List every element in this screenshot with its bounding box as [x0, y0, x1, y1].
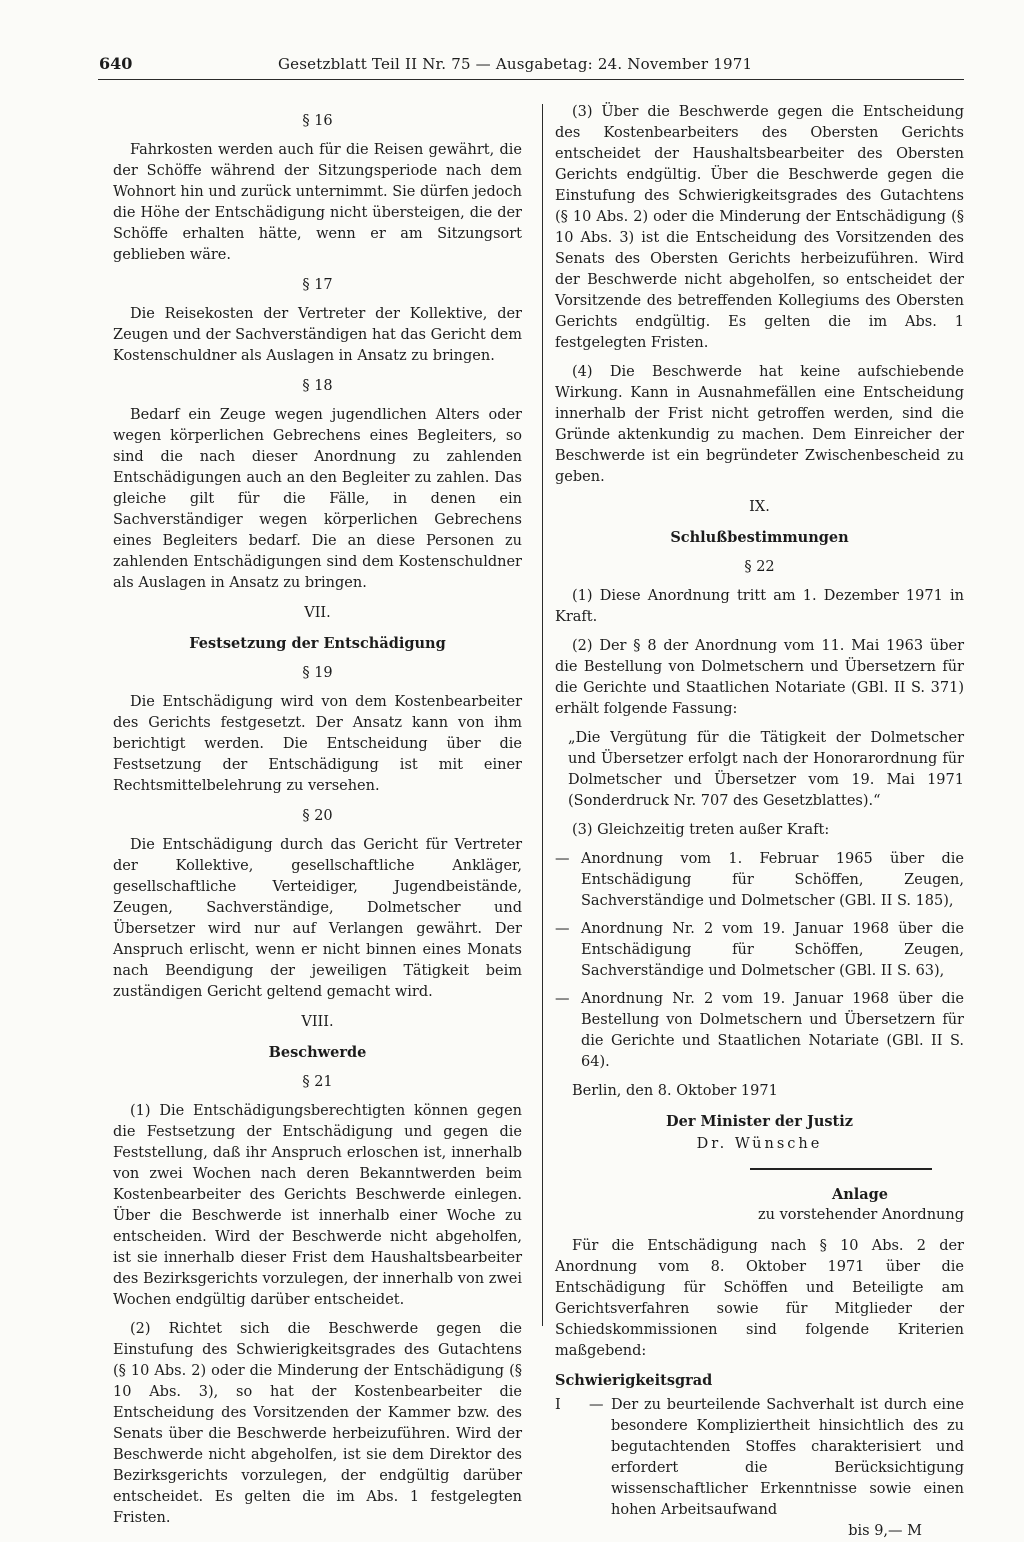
section-19-heading: § 19 — [302, 665, 333, 681]
section-21-paragraph-1: (1) Die Entschädigungsberechtigten können gegen die Festsetzung der Entschädigung und gegen die Feststellung, daß ihr Anspruch erloschen ist, innerhalb von zwei Wochen nach deren Bekanntwerden beim Kostenbearbeiter des Gerichts Beschwerde einlegen. Über die Beschwerde ist innerhalb einer Woche zu entscheiden. Wird der Beschwerde nicht abgeholfen, ist sie innerhalb dieser Frist dem Haushaltsbearbeiter des Bezirksgerichts vorzulegen, der innerhalb von zwei Wochen endgültig darüber entscheidet. — [113, 1103, 522, 1308]
section-16-heading: § 16 — [302, 113, 333, 129]
annex-subtitle: zu vorstehender Anordnung — [757, 1207, 964, 1223]
section-22-paragraph-2: (2) Der § 8 der Anordnung vom 11. Mai 1963 über die Bestellung von Dolmetschern und Übersetzern für die Gerichte und Staatlichen Notariate (GBl. II S. 371) erhält folgende Fassung: — [555, 638, 964, 717]
dash-marker: — — [589, 1397, 604, 1413]
annex-title: Anlage — [831, 1186, 888, 1203]
section-18-text: Bedarf ein Zeuge wegen jugendlichen Alters oder wegen körperlichen Gebrechens eines Begleiters, so sind die nach dieser Anordnung zu zahlenden Entschädigungen auch an den Begleiter zu zahlen. Das gleiche gilt für die Fälle, in denen ein Sachverständiger wegen körperlichen Gebrechens eines Begleiters bedarf. Die an diese Personen zu zahlenden Entschädigungen sind dem Kostenschuldner als Auslagen in Ansatz zu bringen. — [113, 407, 522, 591]
part-9-number: IX. — [749, 499, 770, 515]
section-17-text: Die Reisekosten der Vertreter der Kollektive, der Zeugen und der Sachverständigen hat das Gericht dem Kostenschuldner als Auslagen in Ansatz zu bringen. — [113, 306, 522, 364]
running-header: Gesetzblatt Teil II Nr. 75 — Ausgabetag: 24. November 1971 — [278, 55, 753, 73]
section-22-heading: § 22 — [744, 559, 775, 575]
dash-marker: — — [555, 851, 570, 867]
repeal-item — [555, 989, 964, 1073]
page-number: 640 — [99, 54, 133, 73]
section-19-text: Die Entschädigung wird von dem Kostenbearbeiter des Gerichts festgesetzt. Der Ansatz kann von ihm berichtigt werden. Die Entscheidung über die Festsetzung der Entschädigung ist mit einer Rechtsmittelbelehrung zu versehen. — [113, 694, 522, 794]
repeal-item-text: Anordnung Nr. 2 vom 19. Januar 1968 über die Entschädigung für Schöffen, Zeugen, Sachverständige und Dolmetscher (GBl. II S. 63), — [581, 921, 964, 979]
place-and-date: Berlin, den 8. Oktober 1971 — [572, 1083, 778, 1099]
section-22-quote: „Die Vergütung für die Tätigkeit der Dolmetscher und Übersetzer erfolgt nach der Honorarordnung für Dolmetscher und Übersetzer vom 19. Mai 1971 (Sonderdruck Nr. 707 des Gesetzblattes).“ — [568, 730, 964, 809]
section-20-text: Die Entschädigung durch das Gericht für Vertreter der Kollektive, gesellschaftliche Ankläger, gesellschaftliche Verteidiger, Jugendbeistände, Zeugen, Sachverständige, Dolmetscher und Übersetzer wird nur auf Verlangen gewährt. Der Anspruch erlischt, wenn er nicht binnen eines Monats nach Beendigung der jeweiligen Tätigkeit beim zuständigen Gericht geltend gemacht wird. — [113, 837, 522, 1000]
signer-title: Der Minister der Justiz — [666, 1113, 853, 1130]
section-21-paragraph-2: (2) Richtet sich die Beschwerde gegen die Einstufung des Schwierigkeitsgrades des Gutachtens (§ 10 Abs. 2) oder die Minderung der Entschädigung (§ 10 Abs. 3), so hat der Kostenbearbeiter die Entscheidung des Vorsitzenden der Kammer bzw. des Senats über die Beschwerde herbeizuführen. Wird der Beschwerde nicht abgeholfen, ist sie dem Direktor des Bezirksgerichts vorzulegen, der endgültig darüber entscheidet. Es gelten die im Abs. 1 festgelegten Fristen. — [113, 1321, 522, 1526]
part-7-number: VII. — [304, 605, 331, 621]
section-21-heading: § 21 — [302, 1074, 333, 1090]
signer-name: Dr. Wünsche — [696, 1136, 823, 1152]
part-8-number: VIII. — [301, 1014, 334, 1030]
header-rule — [98, 79, 964, 80]
difficulty-heading: Schwierigkeitsgrad — [555, 1372, 713, 1389]
section-21-paragraph-4: (4) Die Beschwerde hat keine aufschiebende Wirkung. Kann in Ausnahmefällen eine Entscheidung innerhalb der Frist nicht getroffen werden, sind die Gründe aktenkundig zu machen. Dem Einreicher der Beschwerde ist ein begründeter Zwischenbescheid zu geben. — [555, 364, 964, 485]
signature-rule — [750, 1168, 932, 1170]
repeal-item-text: Anordnung Nr. 2 vom 19. Januar 1968 über die Bestellung von Dolmetschern und Übersetzern für die Gerichte und Staatlichen Notariate (GBl. II S. 64). — [581, 991, 964, 1070]
part-7-title: Festsetzung der Entschädigung — [189, 635, 446, 652]
section-22-paragraph-1: (1) Diese Anordnung tritt am 1. Dezember 1971 in Kraft. — [555, 588, 964, 625]
annex-intro: Für die Entschädigung nach § 10 Abs. 2 der Anordnung vom 8. Oktober 1971 über die Entschädigung für Schöffen und Beteiligte am Gerichtsverfahren sowie für Mitglieder der Schiedskommissionen sind folgende Kriterien maßgebend: — [555, 1238, 964, 1359]
left-column — [113, 102, 522, 1537]
section-22-paragraph-3: (3) Gleichzeitig treten außer Kraft: — [572, 822, 830, 838]
section-21-paragraph-3: (3) Über die Beschwerde gegen die Entscheidung des Kostenbearbeiters des Obersten Gerichts entscheidet der Haushaltsbearbeiter des Obersten Gerichts endgültig. Über die Beschwerde gegen die Einstufung des Schwierigkeitsgrades des Gutachtens (§ 10 Abs. 2) oder die Minderung der Entschädigung (§ 10 Abs. 3) ist die Entscheidung des Vorsitzenden des Senats des Obersten Gerichts herbeizuführen. Wird der Beschwerde nicht abgeholfen, so entscheidet der Vorsitzende des betreffenden Kollegiums des Obersten Gerichts endgültig. Es gelten die im Abs. 1 festgelegten Fristen. — [555, 104, 964, 351]
repeal-item — [555, 849, 964, 912]
part-8-title: Beschwerde — [268, 1044, 367, 1061]
dash-marker: — — [555, 921, 570, 937]
section-18-heading: § 18 — [302, 378, 333, 394]
section-17-heading: § 17 — [302, 277, 333, 293]
criteria-item — [555, 1395, 964, 1521]
criteria-level: I — [555, 1397, 561, 1413]
section-20-heading: § 20 — [302, 808, 333, 824]
repeal-item-text: Anordnung vom 1. Februar 1965 über die Entschädigung für Schöffen, Zeugen, Sachverständige und Dolmetscher (GBl. II S. 185), — [581, 851, 964, 909]
dash-marker: — — [555, 991, 570, 1007]
right-column — [555, 102, 964, 1542]
criteria-amount: bis 9,— M — [848, 1523, 922, 1539]
column-divider — [542, 104, 543, 1326]
part-9-title: Schlußbestimmungen — [670, 529, 849, 546]
repeal-item — [555, 919, 964, 982]
criteria-text: Der zu beurteilende Sachverhalt ist durch eine besondere Kompliziertheit hinsichtlich des zu begutachtenden Stoffes charakterisiert und erfordert die Berücksichtigung wissenschaftlicher Erkenntnisse sowie einen hohen Arbeitsaufwand — [611, 1397, 964, 1518]
section-16-text: Fahrkosten werden auch für die Reisen gewährt, die der Schöffe während der Sitzungsperiode nach dem Wohnort hin und zurück unternimmt. Sie dürfen jedoch die Höhe der Entschädigung nicht übersteigen, die der Schöffe erhalten hätte, wenn er am Sitzungsort geblieben wäre. — [113, 142, 522, 263]
